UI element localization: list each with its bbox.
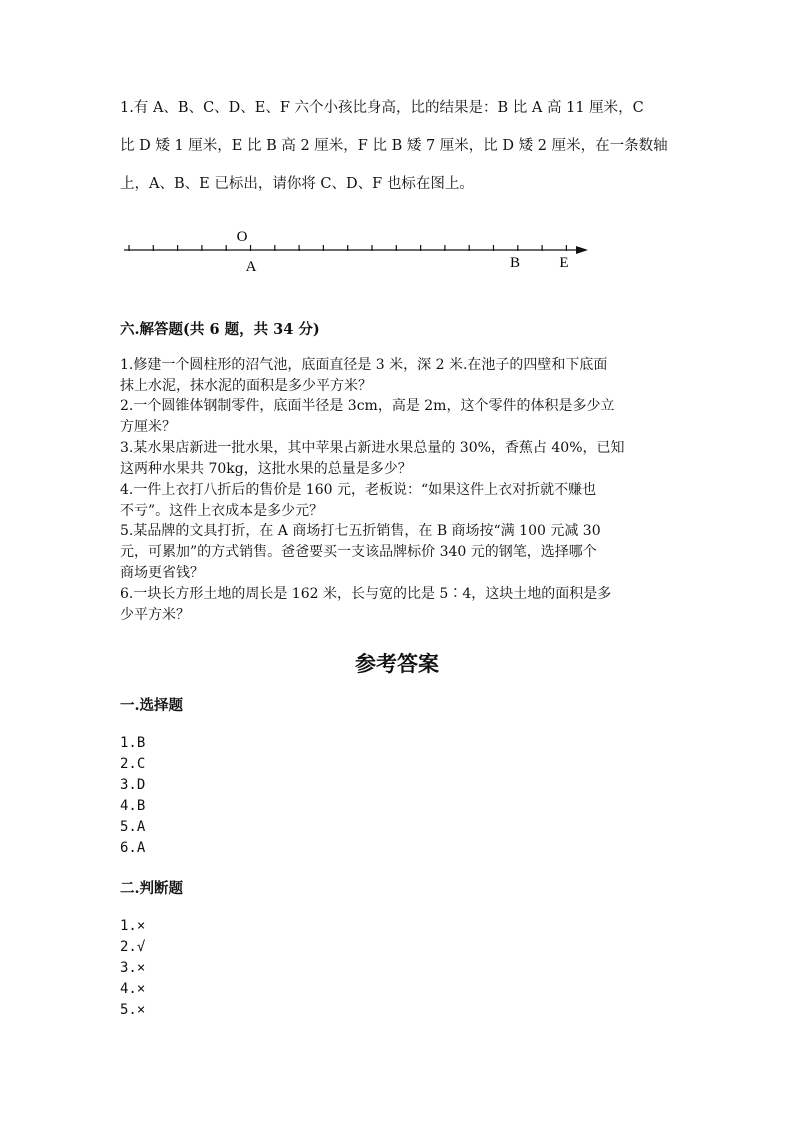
- answer-item: 4.×: [120, 981, 146, 997]
- problem-line: 方厘米？: [120, 419, 176, 435]
- problem-line: 商场更省钱？: [120, 565, 204, 581]
- section-6-title: 六.解答题(共 6 题，共 34 分): [120, 321, 320, 338]
- answer-item: 4.B: [120, 798, 146, 814]
- problem-line: 5.某品牌的文具打折，在 A 商场打七五折销售，在 B 商场按“满 100 元减 30: [120, 523, 601, 539]
- answer-item: 1.×: [120, 918, 146, 934]
- problem-line: 1.修建一个圆柱形的沼气池，底面直径是 3 米，深 2 米.在池子的四壁和下底面: [120, 357, 608, 373]
- answer-item: 3.D: [120, 777, 146, 793]
- problem-line: 这两种水果共 70kg，这批水果的总量是多少？: [120, 461, 412, 477]
- problem-line: 2.一个圆锥体钢制零件，底面半径是 3cm，高是 2m，这个零件的体积是多少立: [120, 398, 615, 414]
- problem-line: 3.某水果店新进一批水果，其中苹果占新进水果总量的 30%，香蕉占 40%，已知: [120, 440, 625, 456]
- problem-intro-line-2: 比 D 矮 1 厘米，E 比 B 高 2 厘米，F 比 B 矮 7 厘米，比 D 矮 2 厘米，在一条数轴: [120, 138, 668, 154]
- point-label-b: B: [509, 255, 521, 271]
- answer-item: 1.B: [120, 735, 146, 751]
- problem-line: 元，可累加”的方式销售。爸爸要买一支该品牌标价 340 元的钢笔，选择哪个: [120, 544, 597, 560]
- answer-item: 5.A: [120, 819, 146, 835]
- answer-item: 2.√: [120, 939, 146, 955]
- problem-line: 4.一件上衣打八折后的售价是 160 元，老板说：“如果这件上衣对折就不赚也: [120, 482, 597, 498]
- answers-section-2-title: 二.判断题: [120, 880, 184, 897]
- problem-line: 抹上水泥，抹水泥的面积是多少平方米？: [120, 378, 372, 394]
- problem-line: 少平方米？: [120, 607, 190, 623]
- answer-item: 3.×: [120, 960, 146, 976]
- origin-label: O: [236, 229, 248, 245]
- arrow-head-icon: [576, 246, 588, 254]
- number-line: [110, 222, 600, 278]
- answer-item: 5.×: [120, 1002, 146, 1018]
- answer-item: 6.A: [120, 840, 146, 856]
- point-label-a: A: [245, 259, 257, 275]
- answer-item: 2.C: [120, 756, 146, 772]
- answers-title: 参考答案: [355, 651, 439, 676]
- problem-intro-line-1: 1.有 A、B、C、D、E、F 六个小孩比身高，比的结果是：B 比 A 高 11 厘米，C: [120, 100, 644, 116]
- problem-line: 6.一块长方形土地的周长是 162 米，长与宽的比是 5∶4，这块土地的面积是多: [120, 586, 612, 602]
- problem-intro-line-3: 上，A、B、E 已标出，请你将 C、D、F 也标在图上。: [120, 176, 474, 192]
- answers-section-1-title: 一.选择题: [120, 697, 184, 714]
- point-label-e: E: [559, 255, 569, 271]
- problem-line: 不亏”。这件上衣成本是多少元？: [120, 503, 324, 519]
